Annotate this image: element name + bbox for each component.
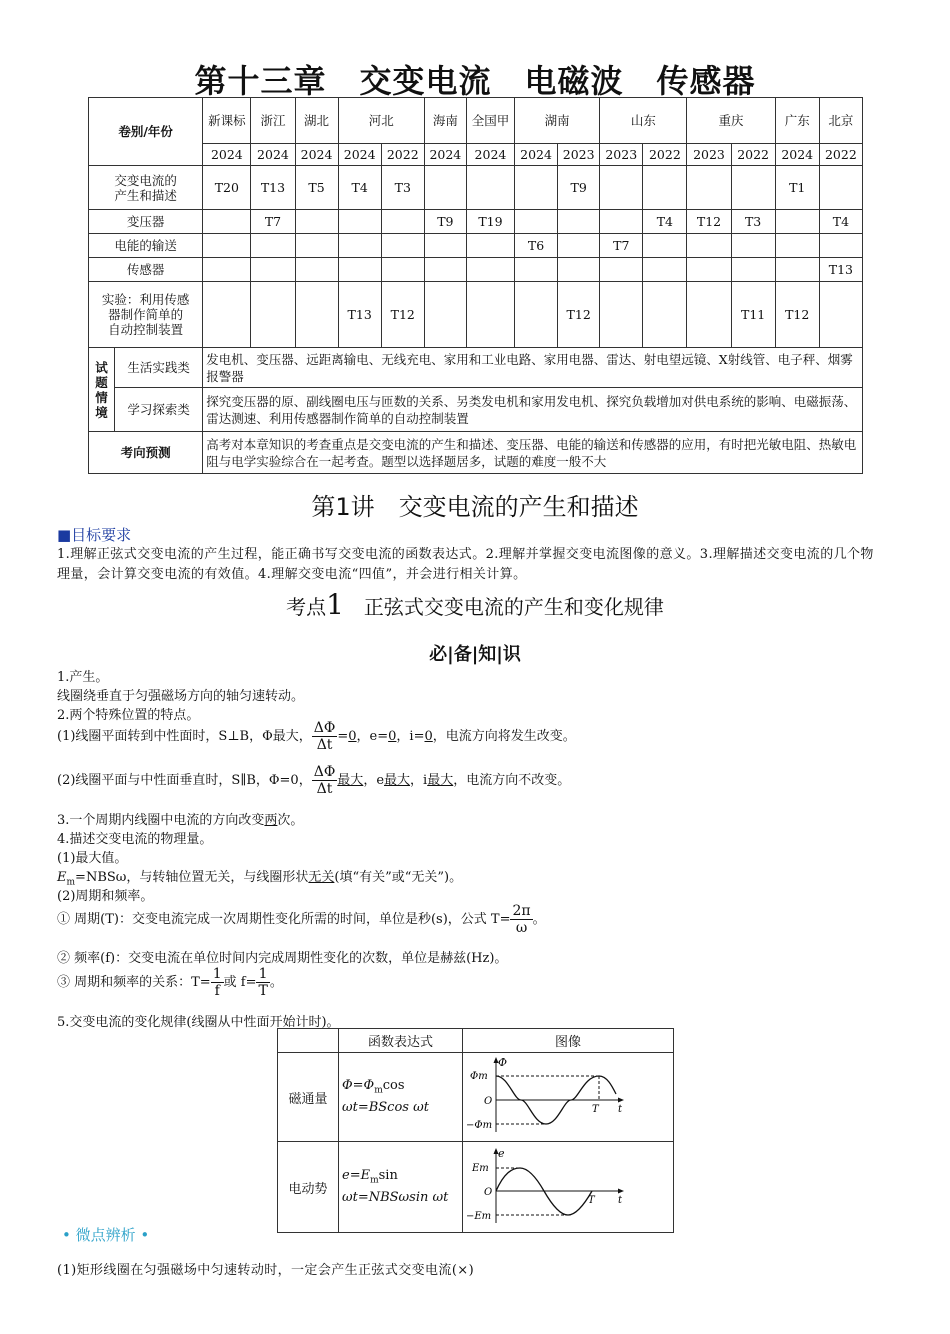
table-corner-header: 卷别/年份 <box>89 98 203 166</box>
text-span: E <box>57 870 67 885</box>
text-span: (填“有关”或“无关”)。 <box>334 870 463 885</box>
table-cell <box>466 282 514 348</box>
table-cell <box>203 258 251 282</box>
table-cell: T20 <box>203 166 251 210</box>
answer-span: 0 <box>388 729 397 744</box>
row-label: 实验：利用传感 器制作简单的 自动控制装置 <box>89 282 203 348</box>
table-cell <box>600 258 643 282</box>
fraction-denominator: T <box>258 983 268 999</box>
table-cell <box>203 234 251 258</box>
table-row <box>89 258 863 282</box>
fraction-numerator: ΔΦ <box>313 720 336 736</box>
region-header: 全国甲 <box>466 98 514 144</box>
table-cell: T13 <box>819 258 862 282</box>
origin-label: O <box>484 1096 493 1107</box>
max-label: Φm <box>470 1071 488 1082</box>
region-header: 河北 <box>338 98 424 144</box>
table-cell <box>338 210 381 234</box>
year-cell: 2023 <box>687 144 731 166</box>
text-line: ② 频率(f)：交变电流在单位时间内完成周期性变化的次数，单位是赫兹(Hz)。 <box>57 951 508 966</box>
fraction <box>510 903 532 936</box>
table-cell <box>515 258 558 282</box>
row-label: 交变电流的 产生和描述 <box>89 166 203 210</box>
table-cell: T4 <box>338 166 381 210</box>
year-cell: 2024 <box>251 144 295 166</box>
text-line: 4.描述交变电流的物理量。 <box>57 832 213 847</box>
fraction <box>312 720 338 753</box>
emf-graph-cell <box>463 1142 674 1233</box>
flux-label: 磁通量 <box>278 1053 339 1142</box>
table-cell <box>295 282 338 348</box>
text-span: ，e <box>363 773 385 788</box>
kaodian-heading <box>0 588 950 621</box>
formula-span: ωt=BScos ωt <box>342 1100 429 1116</box>
region-header: 湖北 <box>295 98 338 144</box>
table-cell <box>295 210 338 234</box>
text-line: 2.两个特殊位置的特点。 <box>57 708 200 723</box>
row-label: 传感器 <box>89 258 203 282</box>
text-line-period <box>57 903 546 936</box>
micro-point-note: (1)矩形线圈在匀强磁场中匀速转动时，一定会产生正弦式交变电流(×) <box>57 1263 475 1278</box>
table-cell <box>295 234 338 258</box>
situation-text: 发电机、变压器、远距离输电、无线充电、家用和工业电路、家用电器、雷达、射电望远镜、X射线管、电子秤、烟雾报警器 <box>203 348 863 388</box>
text-span: 次。 <box>277 813 304 828</box>
table-cell <box>687 234 731 258</box>
table-cell <box>466 234 514 258</box>
text-line: 线圈绕垂直于匀强磁场方向的轴匀速转动。 <box>57 689 305 704</box>
table-cell <box>687 166 731 210</box>
year-cell: 2024 <box>424 144 466 166</box>
table-cell <box>466 166 514 210</box>
table-cell <box>775 210 819 234</box>
fraction-denominator: Δt <box>316 737 333 753</box>
year-cell: 2022 <box>731 144 775 166</box>
table-cell: T12 <box>558 282 600 348</box>
table-cell <box>338 234 381 258</box>
table-cell <box>381 210 424 234</box>
situation-type-label: 生活实践类 <box>115 348 203 388</box>
answer-span: 最大 <box>427 773 454 788</box>
year-cell: 2024 <box>466 144 514 166</box>
x-axis-label: t <box>618 1104 623 1115</box>
table-cell: T13 <box>251 166 295 210</box>
forecast-label: 考向预测 <box>89 432 203 474</box>
year-cell: 2024 <box>295 144 338 166</box>
text-span: 3.一个周期内线圈中电流的方向改变 <box>57 813 265 828</box>
exam-distribution-table <box>88 97 863 474</box>
table-cell: T5 <box>295 166 338 210</box>
region-header: 重庆 <box>687 98 775 144</box>
table-cell: T11 <box>731 282 775 348</box>
table-cell: T3 <box>381 166 424 210</box>
table-cell <box>295 258 338 282</box>
table-cell <box>731 234 775 258</box>
emf-formula <box>339 1142 463 1233</box>
text-span: 。 <box>269 975 283 990</box>
situation-label: 试 题 情 境 <box>89 348 115 432</box>
text-line-perpendicular <box>57 764 570 797</box>
goals-text: 1.理解正弦式交变电流的产生过程，能正确书写交变电流的函数表达式。2.理解并掌握交变电流图像的意义。3.理解描述交变电流的几个物理量，会计算交变电流的有效值。4.理解交变电流“四值”，并会进行相关计算。 <box>57 547 874 582</box>
lecture-title: 第1讲 交变电流的产生和描述 <box>311 493 639 521</box>
table-cell <box>466 258 514 282</box>
table-cell <box>558 210 600 234</box>
table-cell <box>558 234 600 258</box>
fraction <box>256 966 269 999</box>
flux-formula <box>339 1053 463 1142</box>
table-cell: T1 <box>775 166 819 210</box>
table-cell: T4 <box>819 210 862 234</box>
formula-header: 函数表达式 <box>339 1029 463 1053</box>
forecast-text: 高考对本章知识的考查重点是交变电流的产生和描述、变压器、电能的输送和传感器的应用，有时把光敏电阻、热敏电阻与电学实验综合在一起考查。题型以选择题居多，试题的难度一般不大 <box>203 432 863 474</box>
table-cell <box>600 210 643 234</box>
table-cell <box>515 282 558 348</box>
kaodian-number: 1 <box>326 588 344 621</box>
table-cell <box>424 282 466 348</box>
answer-span: 0 <box>348 729 357 744</box>
answer-span: 0 <box>424 729 433 744</box>
table-cell: T4 <box>643 210 687 234</box>
table-cell <box>687 258 731 282</box>
flux-graph <box>464 1054 674 1136</box>
text-line: 5.交变电流的变化规律(线圈从中性面开始计时)。 <box>57 1015 340 1030</box>
year-cell: 2024 <box>203 144 251 166</box>
table-cell <box>424 234 466 258</box>
text-span: ，i <box>410 773 428 788</box>
table-cell <box>731 166 775 210</box>
formula-span: cos <box>382 1077 405 1093</box>
fraction <box>312 764 338 797</box>
table-cell <box>687 282 731 348</box>
text-span: 或 f= <box>223 975 257 990</box>
table-row <box>89 234 863 258</box>
kaodian-title: 正弦式交变电流的产生和变化规律 <box>363 595 664 619</box>
text-span: (1)线圈平面转到中性面时，S⊥B，Φ最大， <box>57 729 312 744</box>
table-cell <box>203 282 251 348</box>
table-cell <box>731 258 775 282</box>
table-cell: T12 <box>687 210 731 234</box>
emf-label: 电动势 <box>278 1142 339 1233</box>
text-span: ① 周期(T)：交变电流完成一次周期性变化所需的时间，单位是秒(s)，公式 T= <box>57 912 511 927</box>
table-row <box>89 282 863 348</box>
region-header: 新课标 <box>203 98 251 144</box>
chapter-title: 第十三章 交变电流 电磁波 传感器 <box>194 62 756 100</box>
fraction-numerator: 1 <box>212 966 222 982</box>
formula-span: sin <box>378 1167 398 1183</box>
table-cell <box>515 166 558 210</box>
table-cell <box>819 166 862 210</box>
essential-knowledge-heading: 必|备|知|识 <box>429 644 521 665</box>
answer-span: 无关 <box>308 870 335 885</box>
table-cell <box>643 234 687 258</box>
text-span: ，i= <box>396 729 425 744</box>
table-cell: T6 <box>515 234 558 258</box>
fraction-denominator: Δt <box>316 781 333 797</box>
min-label: −Φm <box>466 1120 493 1131</box>
text-line: 1.产生。 <box>57 670 109 685</box>
table-cell: T12 <box>775 282 819 348</box>
table-cell <box>643 166 687 210</box>
text-line: (2)周期和频率。 <box>57 889 154 904</box>
year-row <box>89 144 863 166</box>
flux-graph-cell <box>463 1053 674 1142</box>
text-line-neutral-plane <box>57 720 576 753</box>
subscript: m <box>66 877 76 888</box>
table-cell <box>424 166 466 210</box>
table-cell <box>643 282 687 348</box>
text-span: (2)线圈平面与中性面垂直时，S∥B，Φ=0， <box>57 773 312 788</box>
table-row <box>89 210 863 234</box>
answer-span: 最大 <box>384 773 411 788</box>
table-cell: T7 <box>600 234 643 258</box>
fraction-numerator: 2π <box>512 903 531 919</box>
year-cell: 2024 <box>338 144 381 166</box>
table-cell <box>203 210 251 234</box>
region-header: 浙江 <box>251 98 295 144</box>
table-cell <box>381 234 424 258</box>
formula-span: e=E <box>342 1167 371 1183</box>
x-axis-arrow <box>618 1098 624 1103</box>
table-cell: T13 <box>338 282 381 348</box>
table-cell: T7 <box>251 210 295 234</box>
table-cell <box>424 258 466 282</box>
year-cell: 2022 <box>381 144 424 166</box>
year-cell: 2022 <box>819 144 862 166</box>
text-span: =NBSω，与转轴位置无关，与线圈形状 <box>75 870 309 885</box>
row-label: 电能的输送 <box>89 234 203 258</box>
table-cell <box>775 258 819 282</box>
text-span: 。 <box>532 912 546 927</box>
max-label: Em <box>472 1163 489 1174</box>
year-cell: 2024 <box>775 144 819 166</box>
text-span: ，e= <box>356 729 389 744</box>
period-label: T <box>592 1104 599 1115</box>
situation-type-label: 学习探索类 <box>115 388 203 432</box>
table-cell: T9 <box>424 210 466 234</box>
table-cell <box>819 234 862 258</box>
fraction-numerator: 1 <box>256 966 269 983</box>
text-span: ③ 周期和频率的关系：T= <box>57 975 211 990</box>
formula-span: ωt=NBSωsin ωt <box>342 1190 449 1206</box>
fraction-numerator: ΔΦ <box>313 764 336 780</box>
formula-span: Φ=Φ <box>342 1077 375 1093</box>
table-cell: T19 <box>466 210 514 234</box>
fraction-denominator: ω <box>515 920 528 936</box>
answer-span: 最大 <box>337 773 364 788</box>
goals-heading: ■目标要求 <box>57 526 132 544</box>
micro-point-heading: • 微点辨析 • <box>62 1226 150 1244</box>
text-span: ，电流方向不改变。 <box>453 773 571 788</box>
table-cell <box>381 258 424 282</box>
emf-graph <box>464 1143 674 1227</box>
table-cell <box>643 258 687 282</box>
table-cell <box>600 166 643 210</box>
table-cell: T3 <box>731 210 775 234</box>
text-line <box>57 809 303 828</box>
table-row <box>89 166 863 210</box>
table-cell <box>515 210 558 234</box>
year-cell: 2023 <box>600 144 643 166</box>
graph-header: 图像 <box>463 1029 674 1053</box>
answer-span: 两 <box>264 813 278 828</box>
fraction-denominator: f <box>214 983 220 999</box>
region-header: 海南 <box>424 98 466 144</box>
region-header: 北京 <box>819 98 862 144</box>
fraction <box>211 966 224 999</box>
x-axis-label: t <box>618 1195 623 1206</box>
min-label: −Em <box>466 1211 492 1222</box>
table-cell <box>338 258 381 282</box>
year-cell: 2024 <box>515 144 558 166</box>
variation-law-table <box>277 1028 674 1233</box>
text-span: ，电流方向将发生改变。 <box>432 729 576 744</box>
region-header: 广东 <box>775 98 819 144</box>
empty-header <box>278 1029 339 1053</box>
table-cell <box>251 258 295 282</box>
text-span: = <box>337 729 349 744</box>
region-header: 山东 <box>600 98 687 144</box>
row-label: 变压器 <box>89 210 203 234</box>
subscript: m <box>374 1085 383 1096</box>
text-line-relation <box>57 966 283 999</box>
situation-text: 探究变压器的原、副线圈电压与匝数的关系、另类发电机和家用发电机、探究负载增加对供电系统的影响、电磁振荡、雷达测速、利用传感器制作简单的自动控制装置 <box>203 388 863 432</box>
table-cell <box>775 234 819 258</box>
table-cell <box>558 258 600 282</box>
year-cell: 2022 <box>643 144 687 166</box>
table-cell <box>251 234 295 258</box>
table-cell <box>819 282 862 348</box>
table-cell <box>251 282 295 348</box>
kaodian-prefix: 考点 <box>286 595 327 619</box>
y-axis-label: e <box>498 1147 505 1160</box>
table-cell: T9 <box>558 166 600 210</box>
year-cell: 2023 <box>558 144 600 166</box>
origin-label: O <box>484 1187 493 1198</box>
text-line: (1)最大值。 <box>57 851 128 866</box>
region-header: 湖南 <box>515 98 600 144</box>
y-axis-label: Φ <box>498 1056 508 1069</box>
x-axis-arrow <box>618 1189 624 1194</box>
period-label: T <box>588 1195 595 1206</box>
table-cell <box>600 282 643 348</box>
subscript: m <box>370 1175 379 1186</box>
table-cell: T12 <box>381 282 424 348</box>
